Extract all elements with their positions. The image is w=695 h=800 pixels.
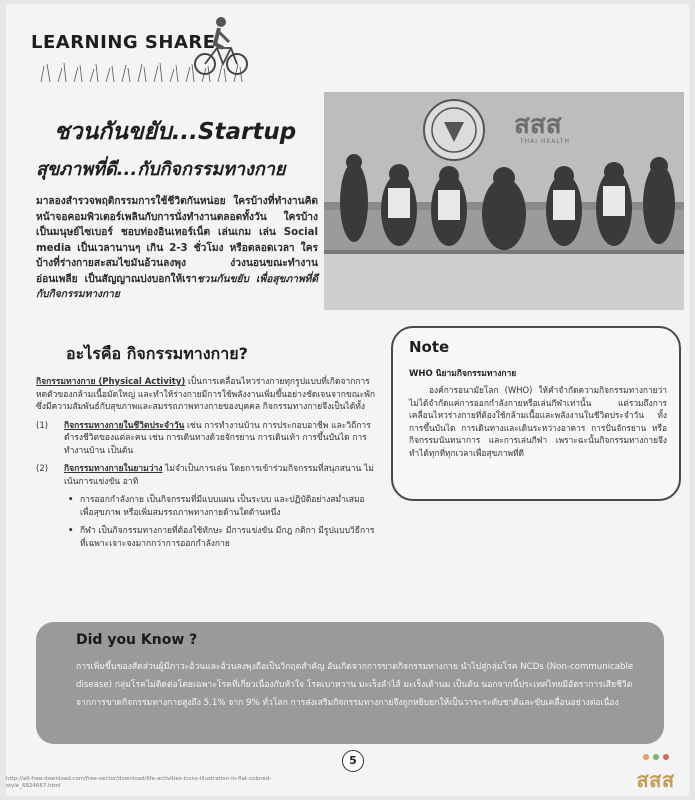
list-text: ไม่จำเป็นการเล่น โดยการเข้าร่วมกิจกรรมที่สนุกสนาน ไม่เน้นการแข่งขัน อาทิ (64, 464, 374, 487)
page (6, 4, 689, 796)
page-number: 5 (342, 750, 364, 772)
note-text: องค์การอนามัยโลก (WHO) ให้คำจำกัดความกิจกรรมทางกายว่า ไม่ได้จำกัดแค่การออกกำลังกายหรือเล่นกีฬาเท่านั้น แต่รวมถึงการเคลื่อนไหวร่างกายที่ต้องใช้กล้ามเนื้อและพลังงานในชีวิตประจำวัน ทั้งการขึ้นบันได การเดินทางและเดินระหว่างอาคาร การปั่นจักรยาน หรือกิจกรรมนันทนาการ และการเล่นกีฬา เพราะฉะนั้นกิจกรรมทางกายจึงทำได้ทุกที่ทุกเวลาเพื่อสุขภาพที่ดี (409, 385, 667, 458)
list-number: (2) (36, 464, 49, 474)
bullet-item (68, 525, 376, 550)
intro-paragraph (36, 194, 318, 303)
definition-paragraph (36, 376, 376, 414)
bullet-item (68, 494, 376, 519)
source-url: http://all-free-download.com/free-vector/download/life-activities-icons-illustration-in-flat-colored-style_6824667.html (6, 776, 272, 789)
did-you-know-title: Did you Know ? (76, 632, 198, 648)
cyclist-icon (191, 12, 251, 78)
header-photo (324, 92, 684, 310)
thaihealth-logo: สสส (514, 110, 562, 140)
definition-text: เป็นการเคลื่อนไหวร่างกายทุกรูปแบบที่เกิดจากการหดตัวของกล้ามเนื้อมัดใหญ่ และทำให้ร่างกายมีการใช้พลังงานเพิ่มขึ้นอย่างชัดเจนจากขณะพัก ซึ่งมีความสัมพันธ์กับสุขภาพและสมรรถภาพทางกายของบุคคล กิจกรรมทางกายจึงเป็นได้ทั้ง (36, 377, 375, 412)
list-term: กิจกรรมทางกายในชีวิตประจำวัน (64, 420, 185, 431)
list-number: (1) (36, 420, 49, 431)
list-item (36, 463, 376, 488)
bullet-text: การออกกำลังกาย เป็นกิจกรรมที่มีแบบแผน เป็นระบบ และปฏิบัติอย่างสม่ำเสมอ เพื่อสุขภาพ หรือเพิ่มสมรรถภาพทางกายด้านใดด้านหนึ่ง (80, 495, 365, 518)
note-title: Note (409, 338, 450, 356)
list-text: เช่น การทำงานบ้าน การประกอบอาชีพ และวิถีการดำรงชีวิตของแต่ละคน เช่น การเดินทางด้วยจักรยาน การเดินเท้า การขึ้นบันได การทำงานบ้าน เป็นต้น (64, 420, 371, 456)
definition-term: กิจกรรมทางกาย (Physical Activity) (36, 377, 186, 387)
intro-emphasis: ชวนกันขยับ เพื่อสุขภาพที่ดีกับกิจกรรมทางกาย (36, 273, 318, 300)
brand-title: LEARNING SHARE (31, 32, 216, 53)
section-heading: อะไรคือ กิจกรรมทางกาย? (66, 344, 248, 363)
header (6, 4, 689, 84)
list-term: กิจกรรมทางกายในยามว่าง (64, 464, 163, 474)
thaihealth-logo-footer (628, 752, 683, 792)
footer-logo-text: สสส (636, 768, 675, 792)
meeting-photo (324, 92, 684, 310)
note-subtitle: WHO นิยามกิจกรรมทางกาย (409, 369, 517, 379)
intro-text: มาลองสำรวจพฤติกรรมการใช้ชีวิตกันหน่อย ใครบ้างที่ทำงานคิดหน้าจอคอมพิวเตอร์เพลินกับการนั่งทำงานตลอดทั้งวัน ใครบ้างเป็นมนุษย์ไซเบอร์ ชอบท่องอินเทอร์เน็ต เล่นเกม เล่น Social media เป็นเวลานานๆ เกิน 2-3 ชั่วโมง หรือตลอดเวลา ใครบ้างที่ร่างกายสะสมไขมันอ้วนลงพุง ง่วงนอนขณะทำงาน อ่อนเพลีย เป็นสัญญาณบ่งบอกให้เรา (36, 196, 318, 285)
did-you-know-text: การเพิ่มขึ้นของสัดส่วนผู้มีภาวะอ้วนและอ้วนลงพุงถือเป็นวิกฤตสำคัญ อันเกิดจากการขาดกิจกรรมทางกาย นำไปสู่กลุ่มโรค NCDs (Non-communicable disease) กลุ่มโรคไม่ติดต่อโดยเฉพาะโรคที่เกี่ยวเนื่องกับหัวใจ โรคเบาหวาน มะเร็งลำไส้ มะเร็งเต้านม เป็นต้น นอกจากนี้ประเทศไทยมีอัตราการเสียชีวิตจากการขาดกิจกรรมทางกายสูงถึง 5.1% จาก 9% ทั่วโลก การส่งเสริมกิจกรรมทางกายจึงถูกหยิบยกให้เป็นวาระระดับชาติและขับเคลื่อนอย่างต่อเนื่อง (76, 662, 634, 708)
bullet-text: กีฬา เป็นกิจกรรมทางกายที่ต้องใช้ทักษะ มีการแข่งขัน มีกฎ กติกา มีรูปแบบวิธีการที่เฉพาะเจาะจงมากกว่าการออกกำลังกาย (80, 526, 375, 549)
thaihealth-logo-sub: THAI HEALTH (520, 138, 571, 145)
page-title: ชวนกันขยับ...Startup (54, 119, 297, 145)
section-body (36, 376, 376, 556)
page-subtitle: สุขภาพที่ดี...กับกิจกรรมทางกาย (36, 159, 286, 180)
list-item (36, 420, 376, 458)
note-box (391, 326, 681, 501)
bullet-icon: • (68, 526, 74, 536)
bullet-icon: • (68, 495, 74, 505)
did-you-know-box (36, 622, 664, 744)
